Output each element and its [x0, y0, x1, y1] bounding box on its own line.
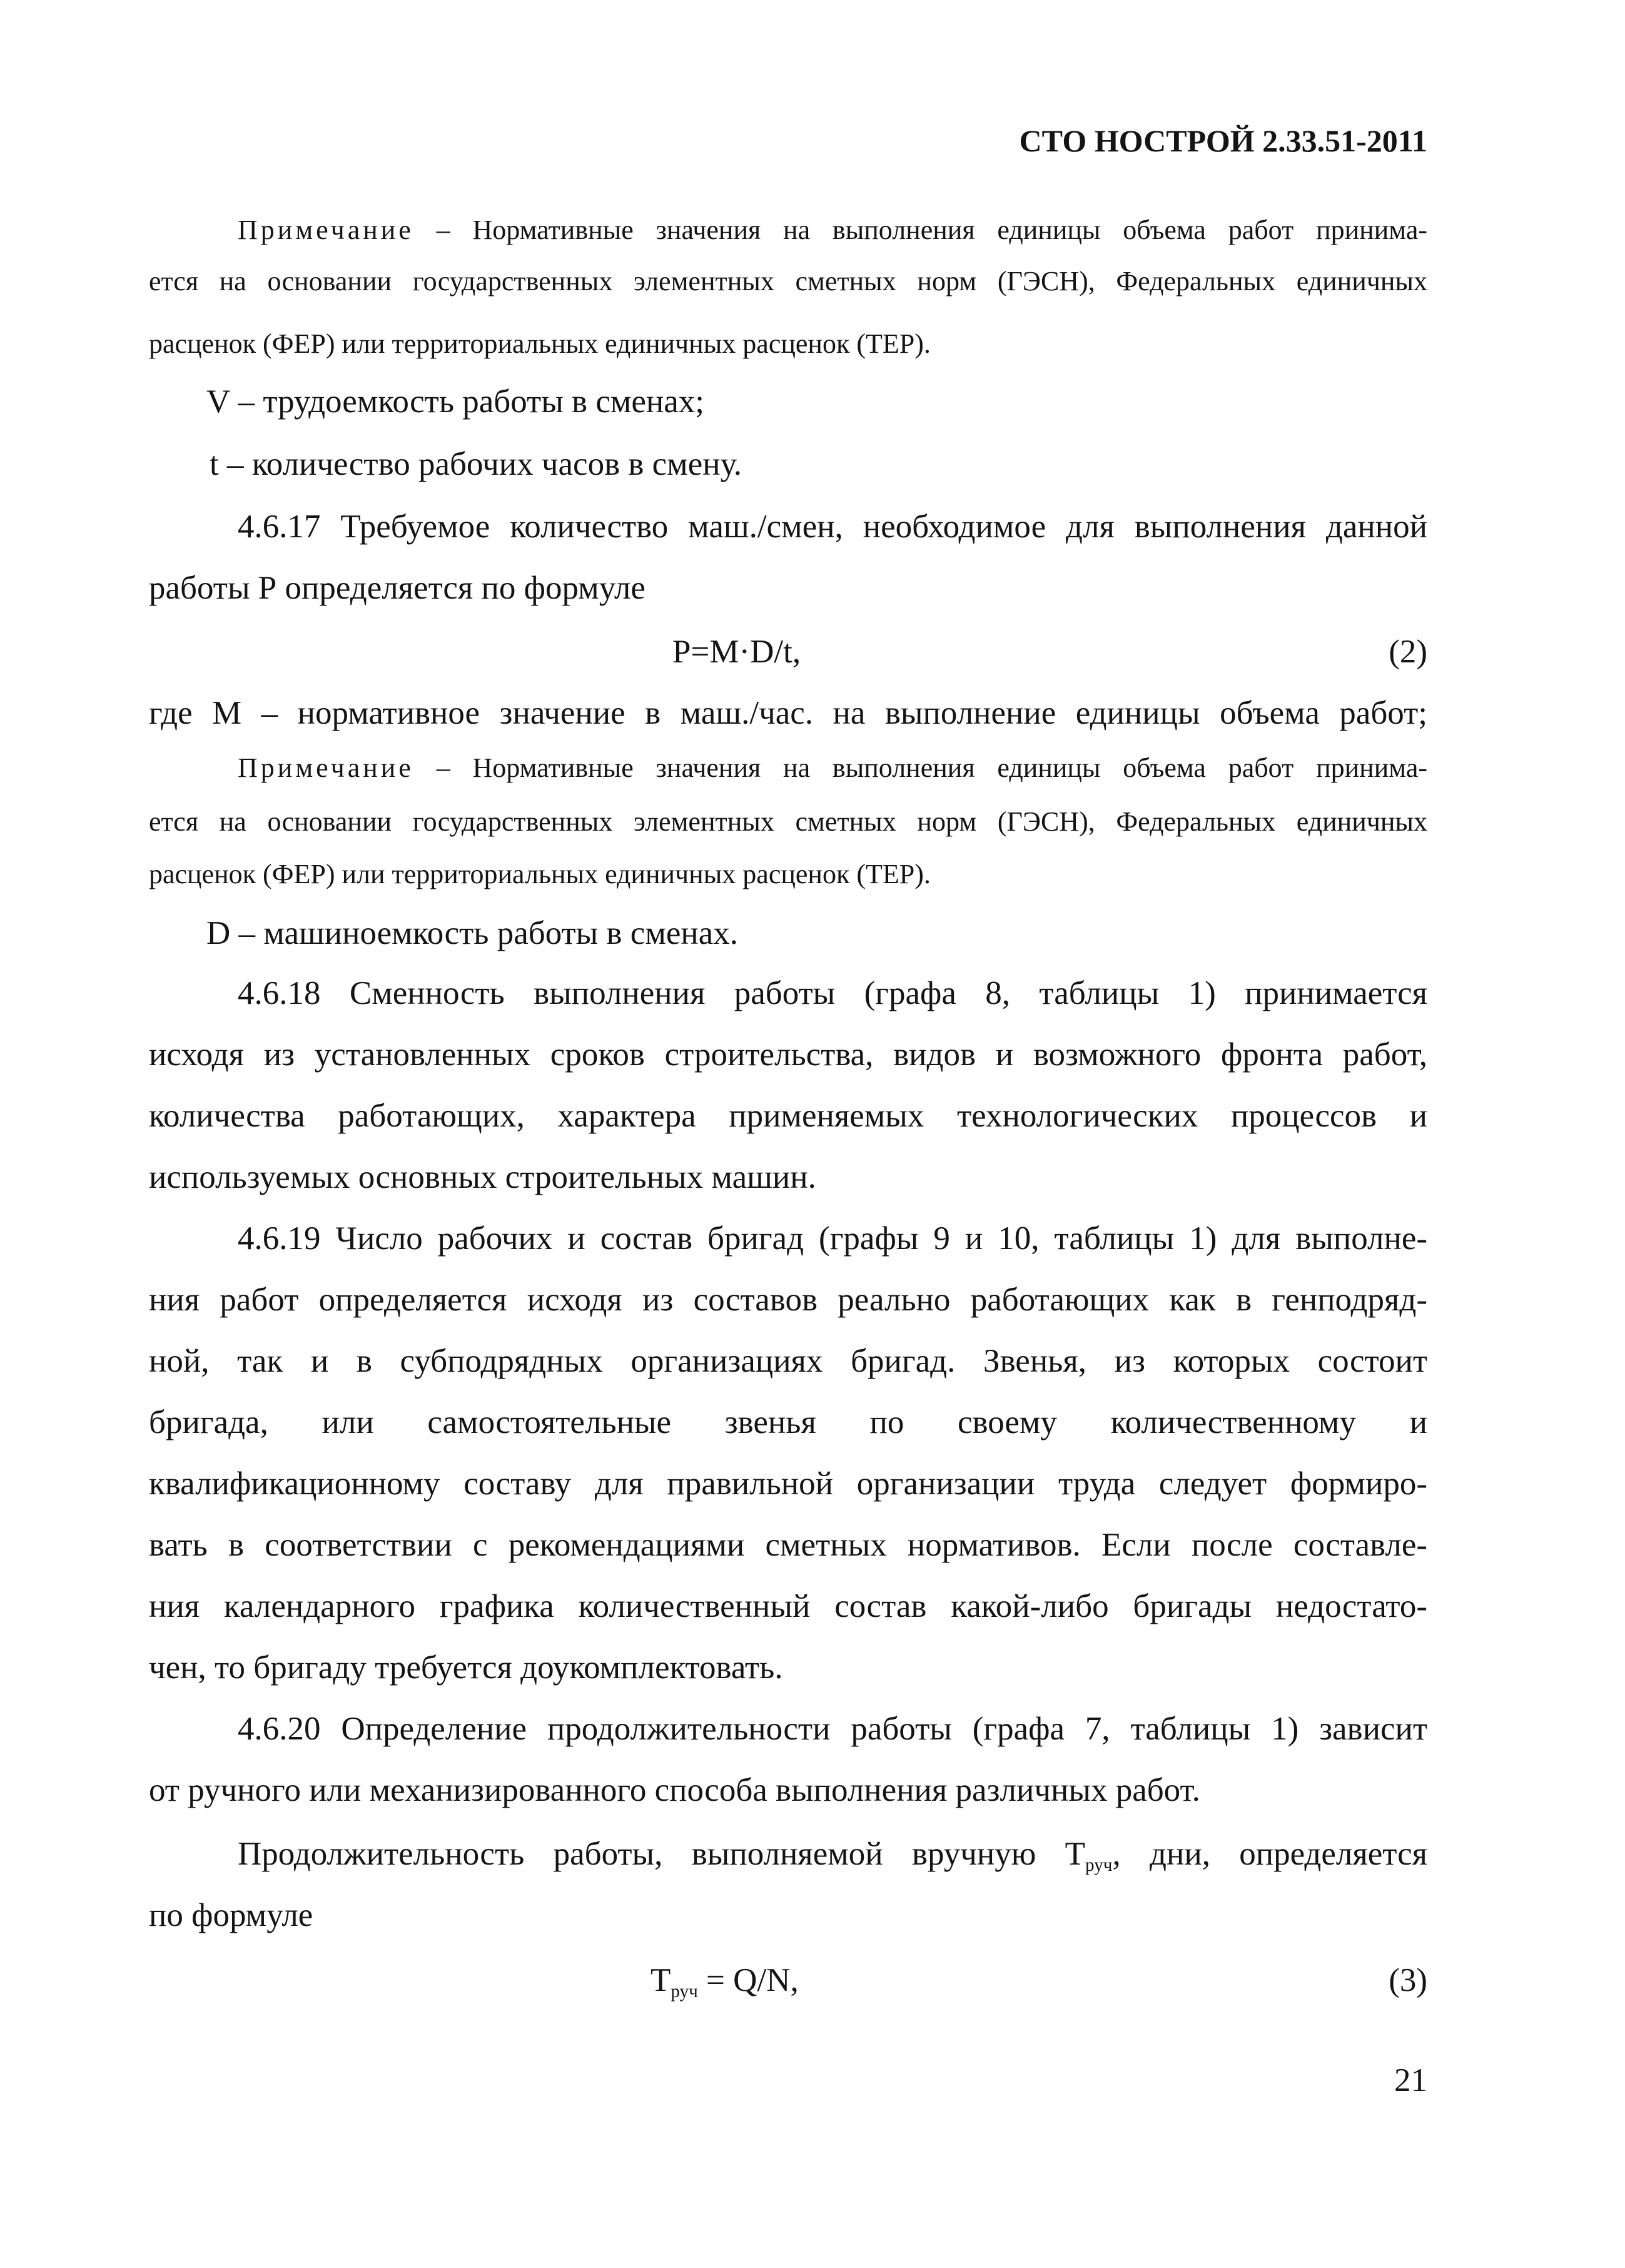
formula-2-number: (2)	[1389, 634, 1427, 670]
note-2-line-1: Примечание – Нормативные значения на выполнения единицы объема работ принима-	[238, 752, 1428, 783]
p4619-line-2: ния работ определяется исходя из составов реально работающих как в генподряд-	[149, 1282, 1427, 1318]
note-2-line-3: расценок (ФЕР) или территориальных единичных расценок (ТЕР).	[149, 859, 931, 889]
def-v: V – трудоемкость работы в сменах;	[206, 383, 705, 420]
formula-3: $Т_{руч} = Q/N$,	[651, 1962, 799, 2002]
p4618-line-4: используемых основных строительных машин.	[149, 1159, 816, 1195]
p4619-line-5: квалификационному составу для правильной организации труда следует формиро-	[149, 1466, 1427, 1502]
formula-2: P=M·D/t,	[672, 634, 801, 670]
note-1-line-3: расценок (ФЕР) или территориальных единичных расценок (ТЕР).	[149, 328, 931, 359]
p4617-line-2: работы Р определяется по формуле	[149, 570, 645, 606]
formula-3-number: (3)	[1389, 1962, 1427, 1998]
p4619-line-3: ной, так и в субподрядных организациях бригад. Звенья, из которых состоит	[149, 1343, 1427, 1379]
note-1-line-2: ется на основании государственных элементных сметных норм (ГЭСН), Федеральных единичных	[149, 266, 1427, 296]
p4618-line-2: исходя из установленных сроков строительства, видов и возможного фронта работ,	[149, 1036, 1427, 1073]
note-label: Примечание	[238, 752, 414, 783]
def-t: t – количество рабочих часов в смену.	[210, 446, 742, 482]
p4619-line-1: 4.6.19 Число рабочих и состав бригад (графы 9 и 10, таблицы 1) для выполне-	[238, 1220, 1427, 1257]
p4618-line-1: 4.6.18 Сменность выполнения работы (графа 8, таблицы 1) принимается	[238, 975, 1427, 1011]
p4619-line-4: бригада, или самостоятельные звенья по своему количественному и	[149, 1404, 1427, 1440]
p4620-line-1: 4.6.20 Определение продолжительности работы (графа 7, таблицы 1) зависит	[238, 1711, 1427, 1747]
note-2-line-2: ется на основании государственных элементных сметных норм (ГЭСН), Федеральных единичных	[149, 806, 1427, 837]
note-1-line-1: Примечание – Нормативные значения на выполнения единицы объема работ принима-	[238, 215, 1428, 245]
p4617-line-1: 4.6.17 Требуемое количество маш./смен, необходимое для выполнения данной	[238, 509, 1427, 545]
where-m: где М – нормативное значение в маш./час. на выполнение единицы объема работ;	[149, 695, 1427, 731]
p-manual-line-1: Продолжительность работы, выполняемой вручную $Т_{руч}$, дни, определяется	[238, 1836, 1427, 1876]
p4620-line-2: от ручного или механизированного способа выполнения различных работ.	[149, 1772, 1200, 1808]
page-number: 21	[1394, 2062, 1427, 2098]
def-d: D – машиноемкость работы в сменах.	[206, 915, 739, 951]
note-label: Примечание	[238, 215, 414, 245]
p4619-line-7: ния календарного графика количественный состав какой-либо бригады недостато-	[149, 1588, 1427, 1624]
p4618-line-3: количества работающих, характера применяемых технологических процессов и	[149, 1098, 1427, 1134]
doc-code-header: СТО НОСТРОЙ 2.33.51-2011	[1019, 123, 1427, 158]
p4619-line-8: чен, то бригаду требуется доукомплектовать.	[149, 1649, 783, 1686]
p4619-line-6: вать в соответствии с рекомендациями сметных нормативов. Если после составле-	[149, 1527, 1427, 1563]
p-manual-line-2: по формуле	[149, 1897, 313, 1933]
